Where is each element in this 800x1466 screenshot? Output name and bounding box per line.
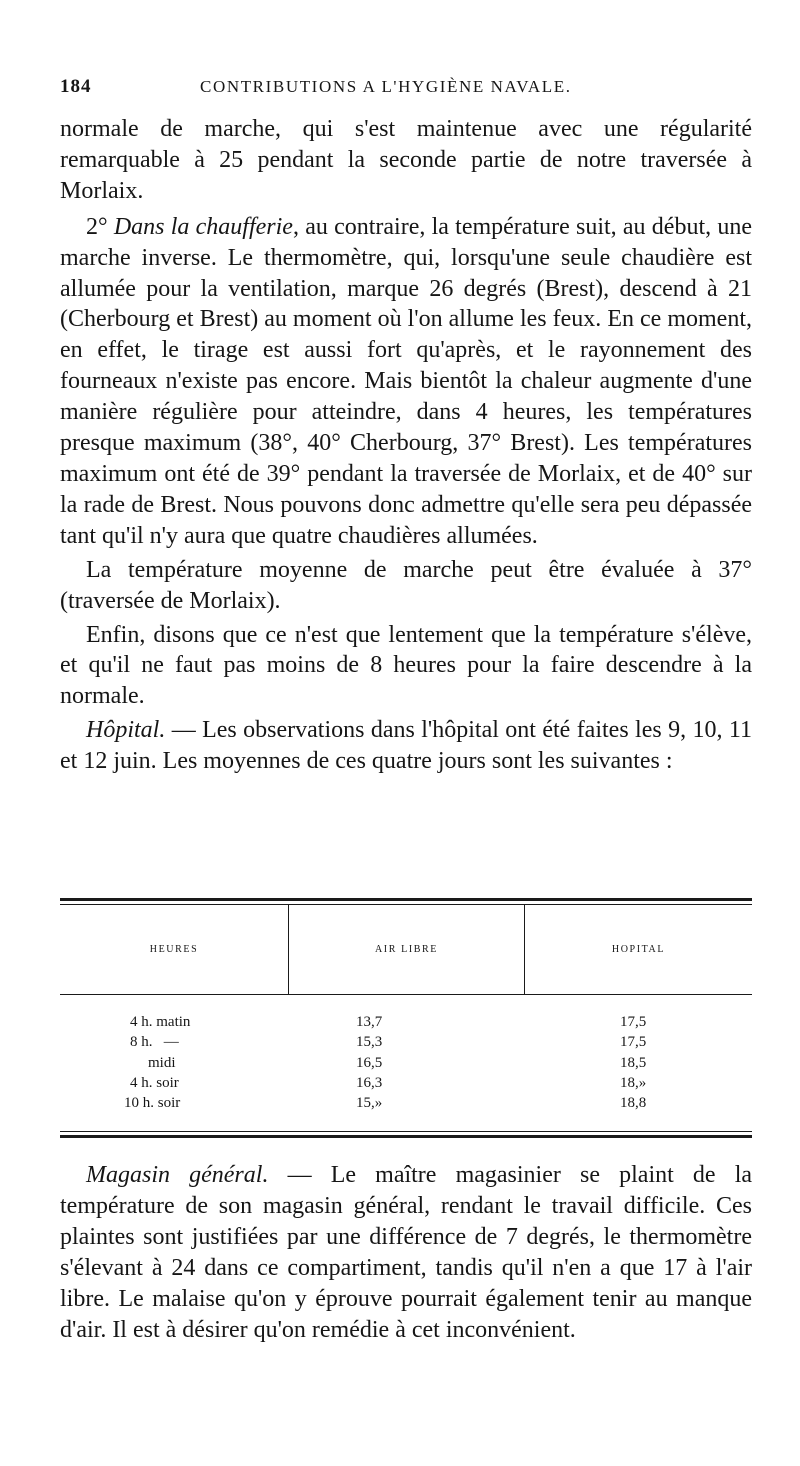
table-row	[60, 1093, 752, 1113]
table-cell-heure: 4 h. soir	[130, 1074, 179, 1091]
temperature-table	[60, 898, 752, 1140]
paragraph-chaufferie	[60, 212, 752, 552]
italic-heading-chaufferie: Dans la chaufferie	[113, 213, 293, 240]
paragraph-magasin	[60, 1160, 752, 1345]
table-cell-hopital: 17,5	[620, 1014, 647, 1030]
paragraph-magasin-text: — Le maître magasinier se plaint de la température de son magasin général, rendant le travail difficile. Ces plaintes sont justifiées par une différence de 7 degrés, le thermomètre s'élevant à 24 dans ce compartiment, tandis qu'il n'en a que 17 à l'air libre. Le malaise qu'on y éprouve pourrait également tenir au manque d'air. Il est à désirer qu'on remédie à cet inconvénient.	[60, 1162, 753, 1343]
table-cell-heure: midi	[148, 1054, 176, 1071]
table-cell-heure: 8 h. —	[130, 1034, 179, 1051]
table-rule-bottom-thin	[60, 1131, 752, 1132]
page-header	[60, 76, 750, 104]
running-head: CONTRIBUTIONS A L'HYGIÈNE NAVALE.	[200, 77, 572, 96]
table-rule-header	[60, 994, 752, 995]
table-body	[60, 1012, 752, 1113]
table-rule-top	[60, 898, 752, 901]
table-cell-hopital: 18,5	[620, 1054, 647, 1071]
table-cell-air-libre: 16,3	[356, 1074, 383, 1091]
paragraph-hopital	[60, 715, 752, 777]
table-rule-bottom	[60, 1135, 752, 1138]
body-text-upper	[60, 114, 752, 777]
table-cell-heure: 4 h. matin	[130, 1014, 191, 1030]
table-cell-heure: 10 h. soir	[124, 1095, 181, 1112]
table-cell-air-libre: 13,7	[356, 1014, 383, 1030]
paragraph-lead: 2°	[86, 213, 114, 240]
paragraph-chaufferie-text: , au contraire, la température suit, au début, une marche inverse. Le thermomètre, qui, lorsqu'une seule chaudière est allumée pour la ventilation, marque 26 degrés (Brest), descend à 21 (Cherbourg et Brest) au moment où l'on allume les feux. En ce moment, en effet, le tirage est aussi fort qu'après, et le rayonnement des fourneaux n'existe pas encore. Mais bientôt la chaleur augmente d'une manière régulière pour atteindre, dans 4 heures, les températures presque maximum (38°, 40° Cherbourg, 37° Brest). Les températures maximum ont été de 39° pendant la traversée de Morlaix, et de 40° sur la rade de Brest. Nous pouvons donc admettre qu'elle sera peu dépassée tant qu'il n'y aura que quatre chaudières allumées.	[60, 213, 753, 549]
table-header-heures: HEURES	[149, 944, 199, 955]
table-cell-hopital: 17,5	[620, 1034, 647, 1051]
table-cell-air-libre: 16,5	[356, 1054, 383, 1071]
table-header-air-libre: AIR LIBRE	[374, 944, 438, 955]
page-number: 184	[60, 76, 92, 97]
table-row	[60, 1012, 752, 1032]
italic-heading-hopital: Hôpital.	[86, 717, 166, 744]
body-text-lower	[60, 1160, 752, 1345]
table-cell-hopital: 18,»	[620, 1074, 647, 1091]
paragraph-enfin: Enfin, disons que ce n'est que lentement que la température s'élève, et qu'il ne faut pas moins de 8 heures pour la faire descendre à la normale.	[60, 621, 752, 710]
table-rule-top-thin	[60, 904, 752, 905]
paragraph-continuation: normale de marche, qui s'est maintenue avec une régularité remarquable à 25 pendant la seconde partie de notre traversée à Morlaix.	[60, 116, 752, 204]
table-header-hopital: HOPITAL	[611, 944, 666, 955]
table-cell-hopital: 18,8	[620, 1095, 647, 1112]
table-row	[60, 1073, 752, 1093]
table-cell-air-libre: 15,3	[356, 1034, 383, 1051]
table-row	[60, 1053, 752, 1073]
italic-heading-magasin: Magasin général.	[86, 1162, 269, 1188]
table-cell-air-libre: 15,»	[356, 1095, 383, 1112]
paragraph-hopital-text: — Les observations dans l'hôpital ont été faites les 9, 10, 11 et 12 juin. Les moyennes de ces quatre jours sont les suivantes :	[60, 717, 752, 775]
paragraph-moyenne: La température moyenne de marche peut être évaluée à 37° (traversée de Morlaix).	[60, 556, 752, 614]
table-row	[60, 1032, 752, 1052]
